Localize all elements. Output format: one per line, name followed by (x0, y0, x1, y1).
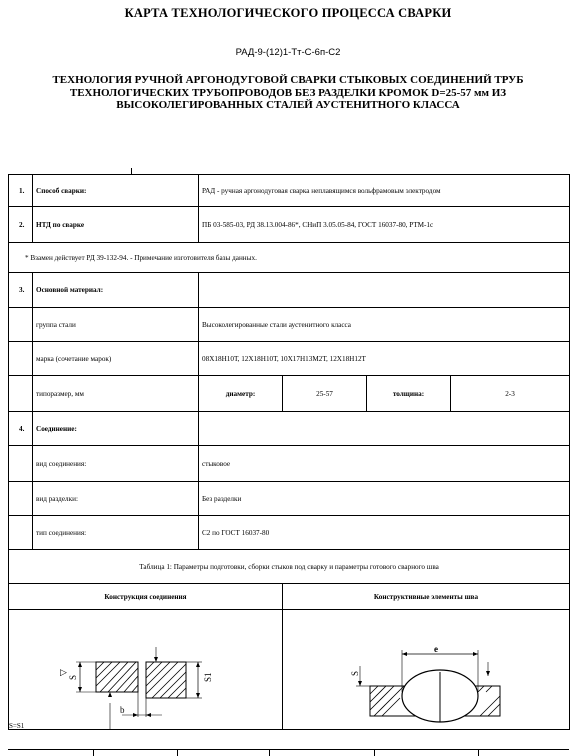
table-row (9, 446, 570, 482)
table-caption: Таблица 1: Параметры подготовки, сборки стыков под сварку и параметры готового сварного шва (9, 550, 570, 584)
table-row (9, 550, 570, 584)
row-value: С2 по ГОСТ 16037-80 (199, 516, 570, 550)
row-label: Способ сварки: (33, 175, 199, 207)
row-value: РАД - ручная аргонодуговая сварка неплавящимся вольфрамовым электродом (199, 175, 570, 207)
row-label: Основной материал: (33, 273, 199, 308)
document-code: РАД-9-(12)1-Тт-С-6п-С2 (235, 47, 341, 58)
thickness-value: 2-3 (451, 376, 570, 412)
bottom-cell-divider (269, 749, 270, 756)
table-row (9, 273, 570, 308)
row-number: 4. (9, 412, 33, 446)
row-number: 1. (9, 175, 33, 207)
row-number: 3. (9, 273, 33, 308)
row-label: марка (сочетание марок) (33, 342, 199, 376)
row-value: ПБ 03-585-03, РД 38.13.004-86*, СНиП 3.05.05-84, ГОСТ 16037-80, РТМ-1с (199, 207, 570, 243)
row-label: типоразмер, мм (33, 376, 199, 412)
dimension-b-label: b (120, 705, 125, 715)
footnote: * Взамен действует РД 39-132-94. - Примечание изготовителя базы данных. (9, 243, 570, 273)
document-heading: ТЕХНОЛОГИЯ РУЧНОЙ АРГОНОДУГОВОЙ СВАРКИ СТЫКОВЫХ СОЕДИНЕНИЙ ТРУБ ТЕХНОЛОГИЧЕСКИХ ТРУБОПРОВОДОВ БЕЗ РАЗДЕЛКИ КРОМОК D=25-57 мм ИЗ ВЫСОКОЛЕГИРОВАННЫХ СТАЛЕЙ АУСТЕНИТНОГО КЛАССА (52, 74, 524, 111)
dimension-e-label: e (434, 644, 438, 654)
table-row (9, 376, 570, 412)
bottom-cell-divider (478, 749, 479, 756)
row-value: стыковое (199, 446, 570, 482)
row-label: вид разделки: (33, 482, 199, 516)
table-row (9, 482, 570, 516)
column-header-construction: Конструкция соединения (9, 584, 283, 610)
row-label: тип соединения: (33, 516, 199, 550)
row-label: группа стали (33, 308, 199, 342)
table-row (9, 342, 570, 376)
row-label: Соединение: (33, 412, 199, 446)
weld-dimension-s-label: S (350, 670, 360, 676)
svg-text:▷: ▷ (60, 667, 67, 677)
row-value: 08Х18Н10Т, 12Х18Н10Т, 10Х17Н13М2Т, 12Х18Н12Т (199, 342, 570, 376)
diameter-label: диаметр: (199, 376, 283, 412)
row-label: НТД по сварке (33, 207, 199, 243)
bottom-cell-divider (177, 749, 178, 756)
document-title: КАРТА ТЕХНОЛОГИЧЕСКОГО ПРОЦЕССА СВАРКИ (124, 6, 452, 20)
dimension-s1-label: S1 (203, 672, 213, 682)
dimension-s-label: S (68, 674, 78, 680)
joint-construction-sketch (60, 645, 230, 733)
table-row (9, 516, 570, 550)
row-number: 2. (9, 207, 33, 243)
row-value: Высоколегированные стали аустенитного класса (199, 308, 570, 342)
row-label: вид соединения: (33, 446, 199, 482)
note-row (9, 243, 570, 273)
weld-elements-sketch (330, 632, 530, 732)
column-header-elements: Конструктивные элементы шва (283, 584, 570, 610)
bottom-cell-divider (93, 749, 94, 756)
table-row (9, 584, 570, 610)
table-row (9, 207, 570, 243)
thickness-label: толщина: (367, 376, 451, 412)
row-value: Без разделки (199, 482, 570, 516)
table-row (9, 175, 570, 207)
table-row (9, 308, 570, 342)
diameter-value: 25-57 (283, 376, 367, 412)
bottom-cell-divider (374, 749, 375, 756)
corner-note: S=S1 (9, 722, 25, 730)
table-row (9, 412, 570, 446)
